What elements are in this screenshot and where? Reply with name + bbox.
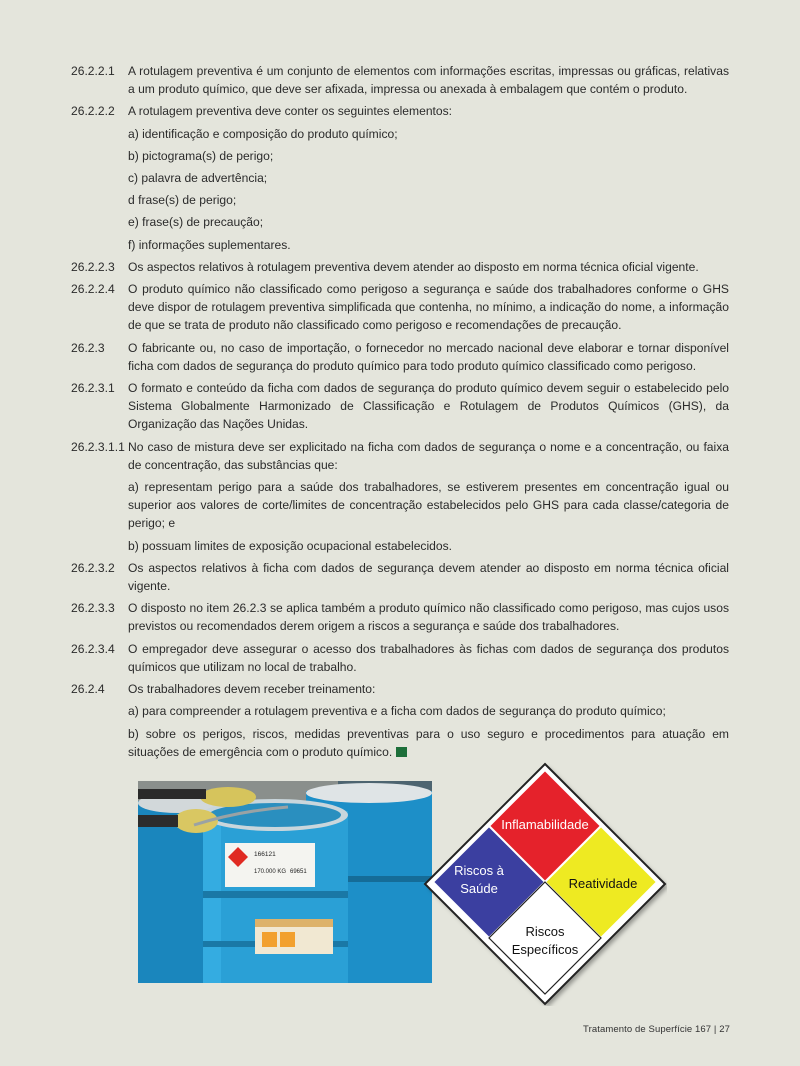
- clause-number: 26.2.3.4: [71, 641, 115, 656]
- clause-number: 26.2.3.2: [71, 560, 115, 575]
- clause-number: 26.2.2.4: [71, 282, 115, 297]
- clause-number: 26.2.3.1.1: [71, 439, 125, 454]
- nfpa-hazard-diamond: [423, 762, 667, 1006]
- chemical-drums-photo: [138, 781, 432, 983]
- clause-26-2-3-2: [71, 559, 729, 595]
- list-item-text: b) sobre os perigos, riscos, medidas preventivas para o uso seguro e procedimentos para atuação em situações de emergência com o produto químico.: [128, 726, 729, 759]
- document-body: [71, 62, 729, 765]
- clause-number: 26.2.2.2: [71, 104, 115, 119]
- list-item: b) pictograma(s) de perigo;: [128, 148, 274, 163]
- clause-26-2-3-1: [71, 379, 729, 434]
- list-item: a) para compreender a rotulagem preventiva e a ficha com dados de segurança do produto químico;: [128, 704, 666, 719]
- list-item: b) possuam limites de exposição ocupacional estabelecidos.: [128, 538, 453, 553]
- clause-text: O formato e conteúdo da ficha com dados de segurança do produto químico devem seguir o estabelecido pelo Sistema Globalmente Harmonizado de Classificação e Rotulagem de Produtos Químicos (GHS), da Organização das Nações Unidas.: [128, 381, 729, 432]
- specific-hazard-label-line1: Riscos: [525, 924, 565, 939]
- clause-26-2-3: [71, 339, 729, 375]
- clause-26-2-2-4: [71, 280, 729, 335]
- list-item: e) frase(s) de precaução;: [128, 215, 264, 230]
- clause-text: Os aspectos relativos à rotulagem preventiva devem atender ao disposto em norma técnica oficial vigente.: [128, 259, 699, 274]
- clause-text: No caso de mistura deve ser explicitado na ficha com dados de segurança o nome e a concentração, ou faixa de concentração, das substâncias que:: [128, 439, 729, 472]
- clause-26-2-3-4: [71, 640, 729, 676]
- reactivity-label: Reatividade: [568, 876, 638, 891]
- list-item: f) informações suplementares.: [128, 237, 291, 252]
- list-item: d frase(s) de perigo;: [128, 193, 237, 208]
- end-of-article-mark: [396, 747, 407, 757]
- clause-number: 26.2.3.3: [71, 601, 115, 616]
- health-label-line2: Saúde: [460, 881, 498, 896]
- health-label-line1: Riscos à: [454, 863, 504, 878]
- clause-text: A rotulagem preventiva é um conjunto de elementos com informações escritas, impressas ou gráficas, relativas a um produto químico, que deve ser afixada, impressa ou anexada à embalagem que contém o produto.: [128, 64, 729, 97]
- specific-hazard-label-line2: Específicos: [511, 942, 579, 957]
- drum-label-weight: 170.000 KG: [254, 869, 287, 875]
- clause-number: 26.2.3.1: [71, 381, 115, 396]
- clause-number: 26.2.2.1: [71, 64, 115, 78]
- drum-label-code: 166121: [254, 851, 276, 858]
- clause-26-2-3-3: [71, 599, 729, 635]
- clause-26-2-4: [71, 680, 729, 698]
- clause-26-2-2-2: [71, 102, 729, 120]
- clause-26-2-3-1-1: [71, 438, 729, 474]
- list-item: a) identificação e composição do produto químico;: [128, 126, 398, 141]
- clause-text: A rotulagem preventiva deve conter os seguintes elementos:: [128, 104, 453, 119]
- clause-number: 26.2.2.3: [71, 259, 115, 274]
- clause-text: O empregador deve assegurar o acesso dos trabalhadores às fichas com dados de segurança dos produtos químicos que utilizam no local de trabalho.: [128, 641, 729, 674]
- clause-26-2-2-1: [71, 62, 729, 98]
- flammability-label: Inflamabilidade: [501, 817, 589, 832]
- clause-number: 26.2.4: [71, 682, 105, 697]
- list-item: [128, 725, 729, 761]
- clause-26-2-2-3: [71, 258, 729, 276]
- clause-number: 26.2.3: [71, 340, 105, 355]
- clause-text: Os aspectos relativos à ficha com dados de segurança devem atender ao disposto em norma técnica oficial vigente.: [128, 560, 729, 594]
- page-footer: Tratamento de Superfície 167 | 27: [583, 1024, 730, 1035]
- list-item: a) representam perigo para a saúde dos trabalhadores, se estiverem presentes em concentração igual ou superior aos valores de corte/limites de concentração estabelecidos pelo GHS para cada classe/categoria de perigo; e: [128, 480, 729, 531]
- drums-illustration: [138, 781, 432, 983]
- list-item: c) palavra de advertência;: [128, 171, 268, 186]
- clause-text: O produto químico não classificado como perigoso a segurança e saúde dos trabalhadores conforme o GHS deve dispor de rotulagem preventiva simplificada que contenha, no mínimo, a indicação do nome, a informação de que se trata de produto não classificado como perigoso e recomendações de precaução.: [128, 282, 729, 333]
- clause-text: O disposto no item 26.2.3 se aplica também a produto químico não classificado como perigoso, mas cujos usos previstos ou recomendados derem origem a riscos a segurança e saúde dos trabalhadores.: [128, 601, 729, 634]
- clause-text: Os trabalhadores devem receber treinamento:: [128, 682, 376, 697]
- clause-text: O fabricante ou, no caso de importação, o fornecedor no mercado nacional deve elaborar e tornar disponível ficha com dados de segurança do produto químico para todo produto químico classificado como perigoso.: [128, 340, 729, 373]
- hazard-diamond-graphic: [423, 762, 667, 1006]
- drum-label-lot: 69651: [290, 869, 307, 875]
